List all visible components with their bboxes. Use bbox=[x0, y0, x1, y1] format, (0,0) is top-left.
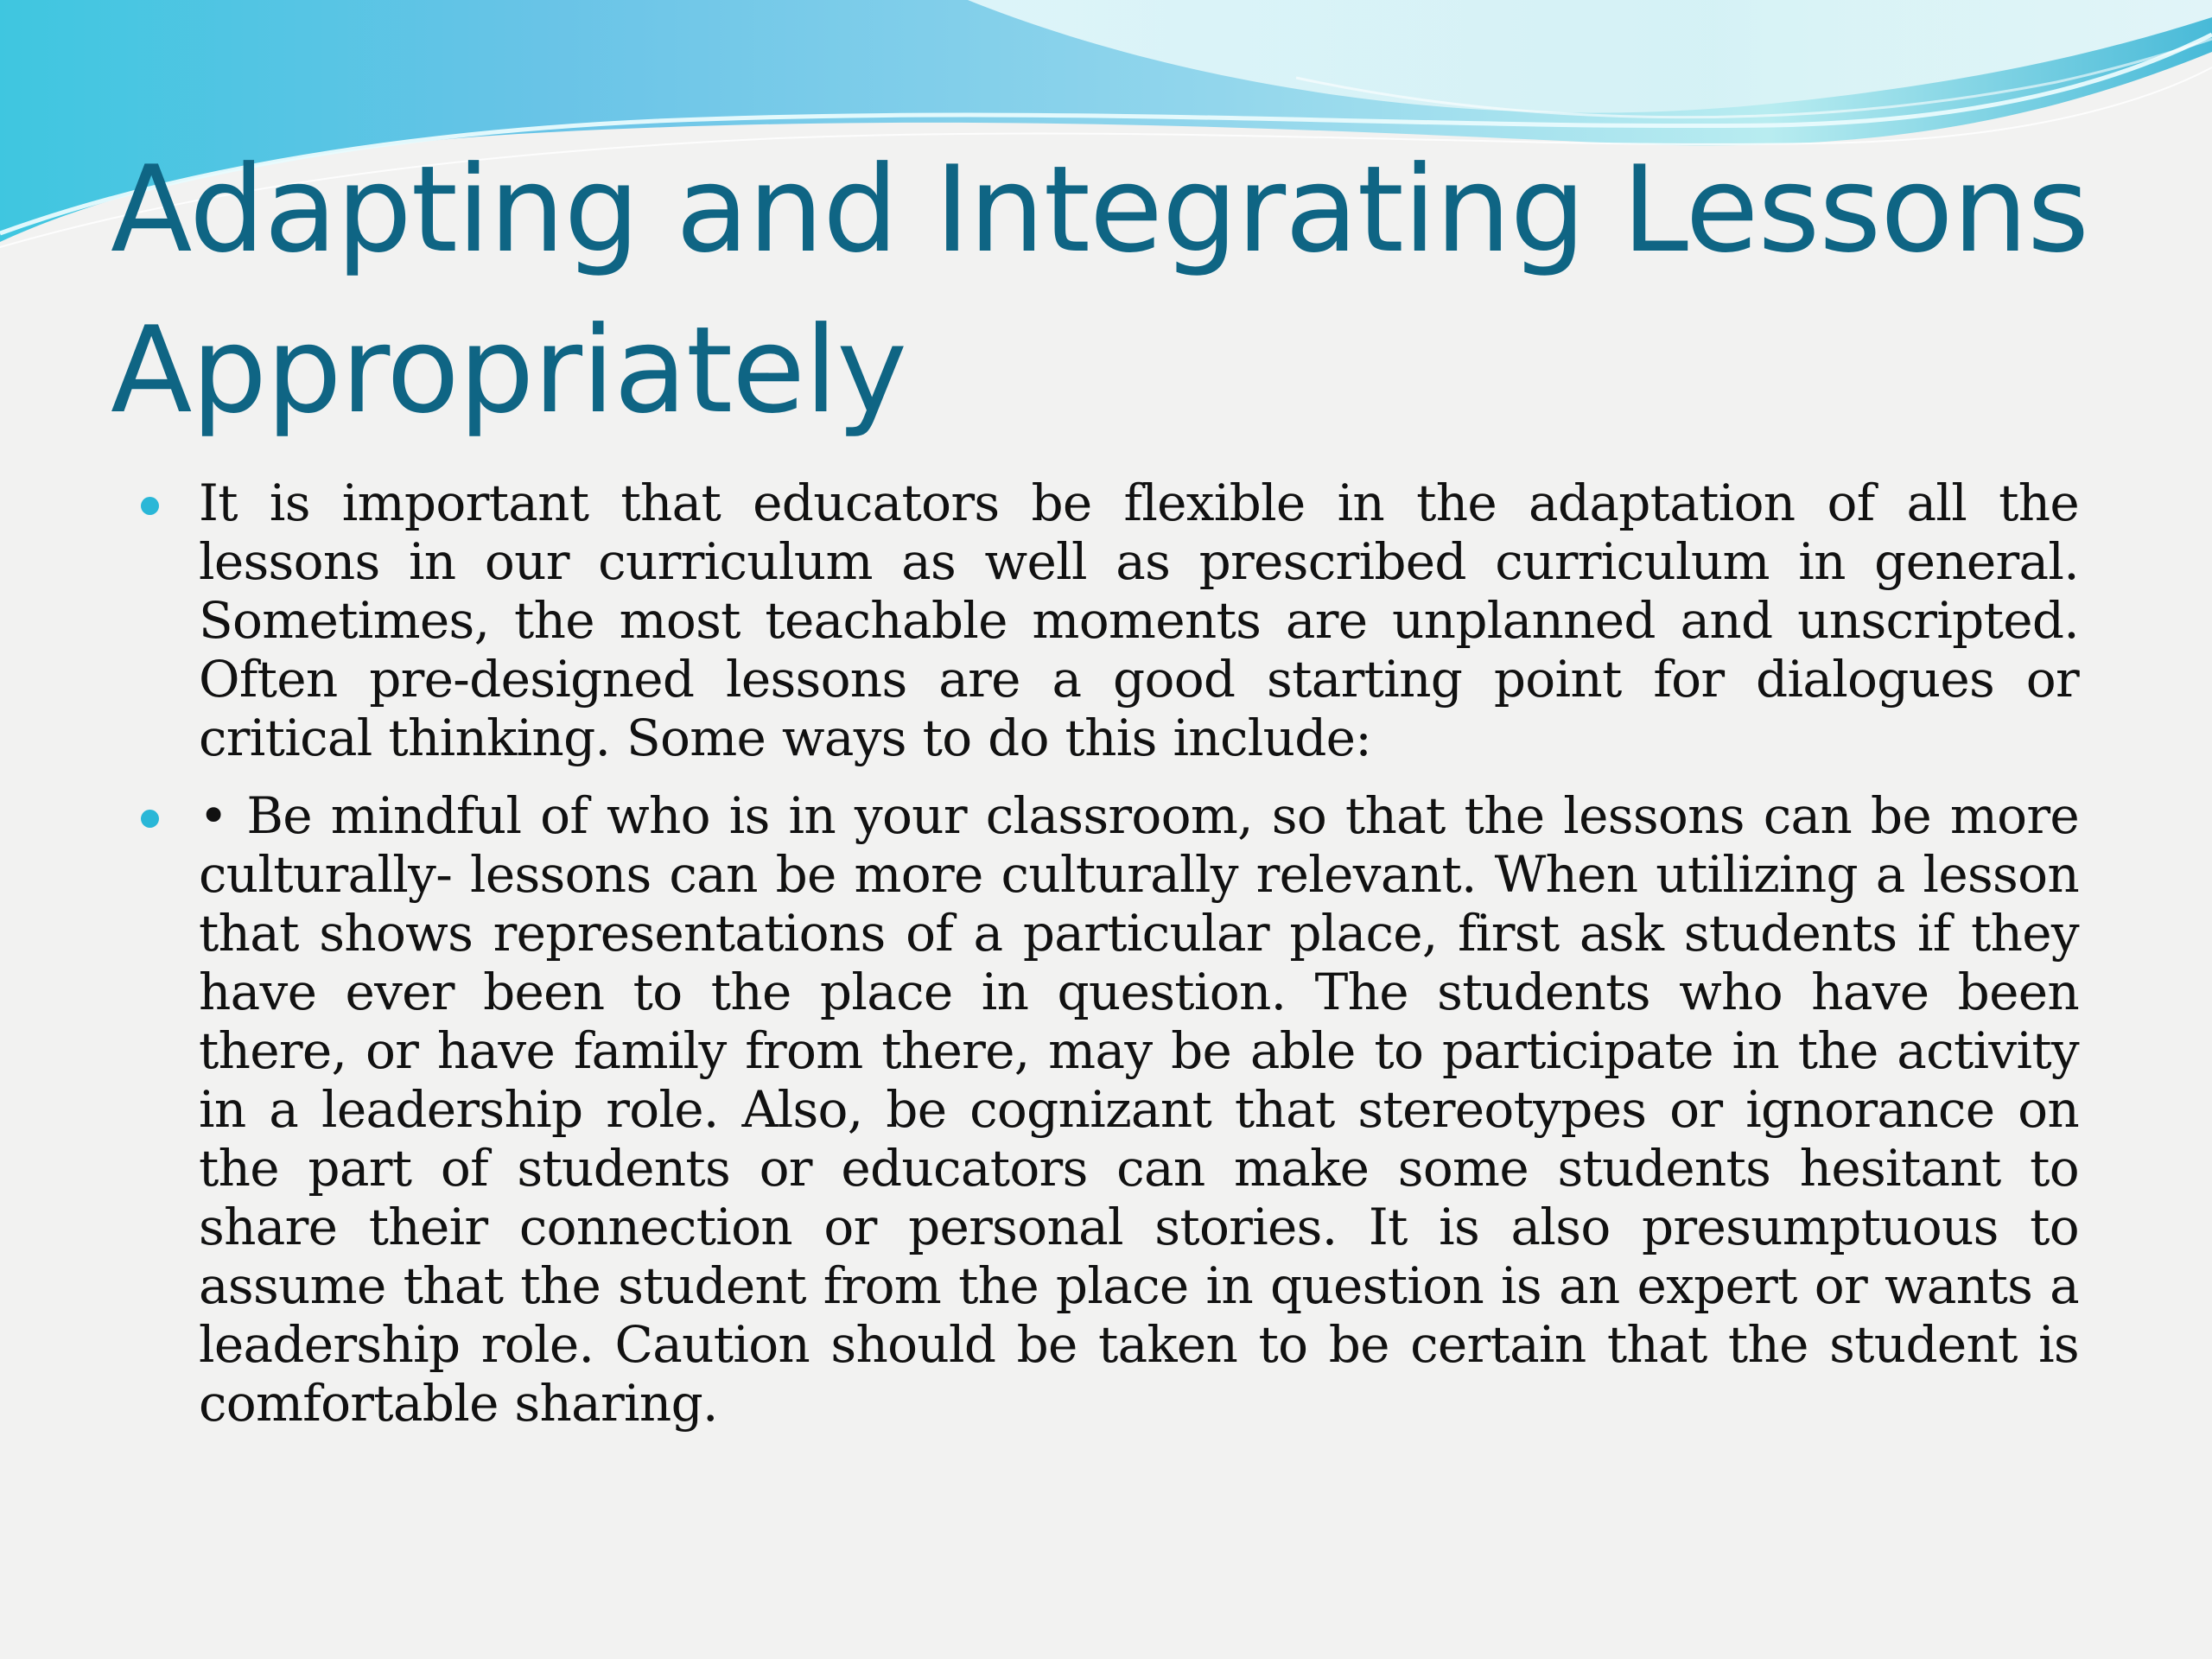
bullet-text: • Be mindful of who is in your classroom, so that the lessons can be more culturally- lessons can be more culturally relevant. When utilizing a lesson that shows representations of a particular place, first ask students if they have ever been to the place in question. The students who have been there, or have family from there, may be able to participate in the activity in a leadership role. Also, be cognizant that stereotypes or ignorance on the part of students or educators can make some students hesitant to share their connection or personal stories. It is also presumptuous to assume that the student from the place in question is an expert or wants a leadership role. Caution should be taken to be certain that the student is comfortable sharing. bbox=[199, 786, 2079, 1433]
bullet-item bbox=[138, 786, 2079, 1433]
bullet-dot-icon bbox=[141, 497, 159, 515]
bullet-list bbox=[138, 474, 2079, 1452]
bullet-text: It is important that educators be flexible in the adaptation of all the lessons in our curriculum as well as prescribed curriculum in general. Sometimes, the most teachable moments are unplanned and unscripted. Often pre-designed lessons are a good starting point for dialogues or critical thinking. Some ways to do this include: bbox=[199, 474, 2079, 767]
slide-title: Adapting and Integrating Lessons Appropriately bbox=[111, 140, 2089, 440]
bullet-dot-icon bbox=[141, 810, 159, 828]
bullet-item bbox=[138, 474, 2079, 767]
